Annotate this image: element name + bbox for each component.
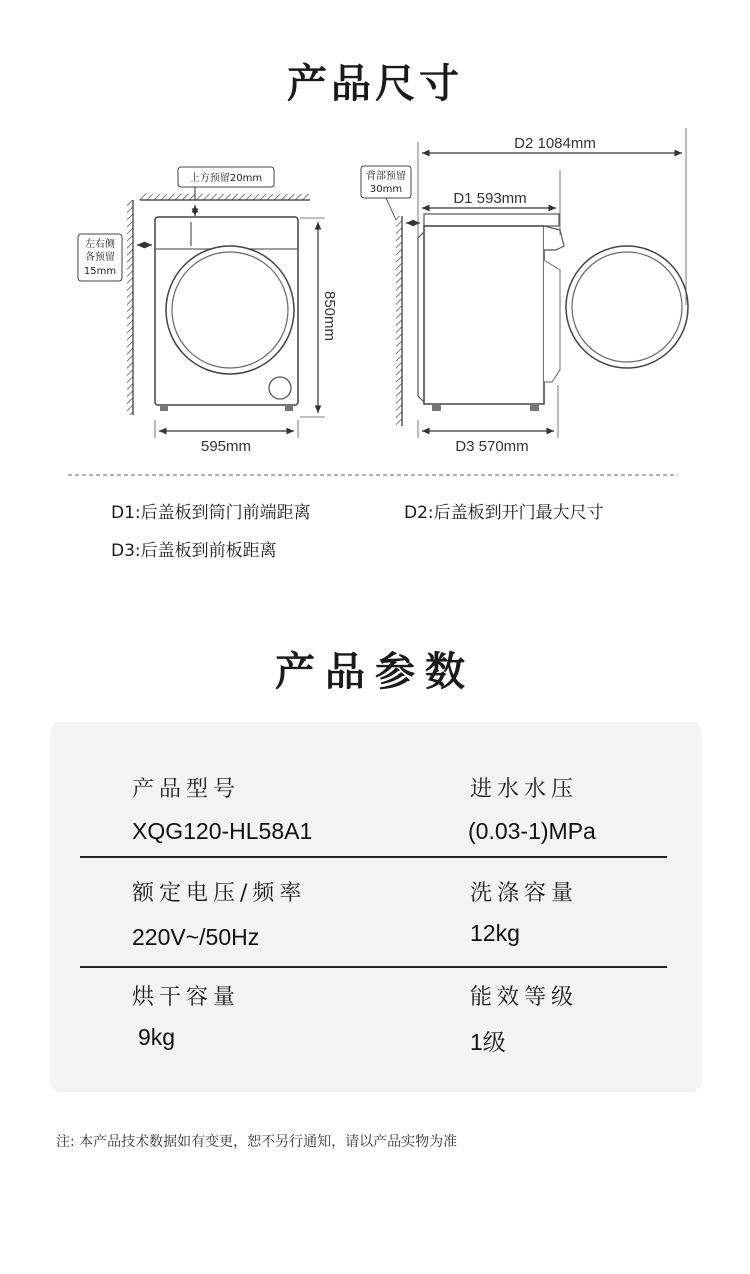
params-title: 产品参数 bbox=[275, 649, 475, 695]
param-label-wash-capacity: 洗涤容量 bbox=[470, 881, 579, 906]
back-wall-hatch bbox=[396, 216, 402, 426]
param-value-wash-capacity: 12kg bbox=[470, 920, 520, 946]
param-label-model: 产品型号 bbox=[132, 777, 241, 802]
param-value-voltage: 220V~/50Hz bbox=[132, 924, 260, 950]
disclaimer-note: 注: 本产品技术数据如有变更，恕不另行通知，请以产品实物为准 bbox=[56, 1134, 458, 1150]
d2-label: D2 1084mm bbox=[514, 135, 596, 152]
legend-d2: D2:后盖板到开门最大尺寸 bbox=[404, 503, 604, 523]
left-wall-hatch bbox=[127, 200, 133, 415]
param-value-water-pressure: (0.03-1)MPa bbox=[468, 818, 596, 844]
side-clearance-line1: 左右侧 bbox=[85, 239, 115, 250]
row-divider-2 bbox=[80, 966, 667, 968]
height-label: 850mm bbox=[321, 290, 338, 342]
legend-d3: D3:后盖板到前板距离 bbox=[111, 541, 277, 561]
side-view bbox=[361, 128, 688, 455]
row-divider-1 bbox=[80, 856, 667, 858]
filter-cap bbox=[269, 377, 291, 399]
top-clearance-label: 上方预留20mm bbox=[189, 173, 263, 184]
param-value-dry-capacity: 9kg bbox=[138, 1024, 176, 1050]
front-view bbox=[78, 167, 338, 455]
back-clearance-line1: 背部预留 bbox=[366, 171, 406, 182]
param-label-voltage: 额定电压/频率 bbox=[132, 881, 307, 906]
param-label-energy-class: 能效等级 bbox=[470, 985, 579, 1010]
param-value-model: XQG120-HL58A1 bbox=[132, 818, 313, 844]
top-wall-hatch bbox=[140, 194, 310, 200]
param-label-water-pressure: 进水水压 bbox=[470, 777, 579, 802]
washer-side-body bbox=[424, 226, 544, 404]
dimensions-title: 产品尺寸 bbox=[287, 61, 463, 107]
side-clearance-line2: 各预留 bbox=[85, 252, 115, 263]
param-label-dry-capacity: 烘干容量 bbox=[132, 985, 241, 1010]
legend-d1: D1:后盖板到筒门前端距离 bbox=[111, 503, 311, 523]
d3-label: D3 570mm bbox=[455, 438, 529, 455]
back-clearance-line2: 30mm bbox=[369, 184, 403, 195]
param-value-energy-class: 1级 bbox=[470, 1029, 506, 1055]
door-inner-ring bbox=[172, 252, 288, 368]
open-door-inner bbox=[572, 252, 682, 362]
side-clearance-line3: 15mm bbox=[83, 266, 117, 277]
width-label: 595mm bbox=[200, 438, 252, 455]
dimension-diagram bbox=[0, 120, 750, 480]
d1-label: D1 593mm bbox=[453, 190, 527, 207]
